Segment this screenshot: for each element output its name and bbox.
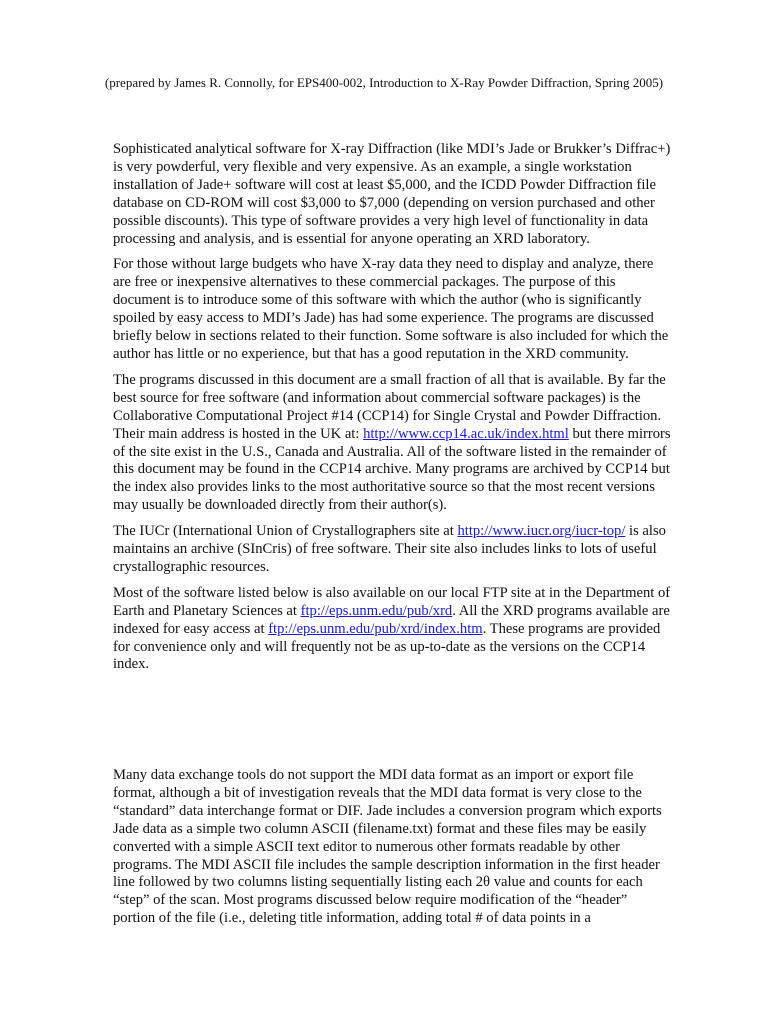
- iucr-link[interactable]: http://www.iucr.org/iucr-top/: [457, 523, 626, 540]
- paragraph-5-text-a: Most of the software listed below is also available on our local FTP site at in the Department of Earth and Planetary Sciences at: [113, 584, 671, 619]
- paragraph-5-text-c: . These programs are provided for convenience only and will frequently not be as up-to-date as the versions on the CCP14 index.: [113, 620, 661, 673]
- paragraph-4: [113, 523, 673, 577]
- paragraph-4-text-a: The IUCr (International Union of Crystallographers site at: [113, 523, 458, 540]
- paragraph-2: For those without large budgets who have X-ray data they need to display and analyze, there are free or inexpensive alternatives to these commercial packages. The purpose of this document is to introduce some of this software with which the author (who is significantly spoiled by easy access to MDI’s Jade) has had some experience. The programs are discussed briefly below in sections related to their function. Some software is also included for which the author has little or no experience, but that has a good reputation in the XRD community.: [113, 256, 669, 362]
- paragraph-3-text-a: The programs discussed in this document are a small fraction of all that is available. By far the best source for free software (and information about commercial software packages) is the Collaborative Computational Project #14 (CCP14) for Single Crystal and Powder Diffraction. Their main address is hosted in the UK at:: [113, 371, 666, 442]
- paragraph-6: Many data exchange tools do not support the MDI data format as an import or export file format, although a bit of investigation reveals that the MDI data format is very close to the “standard” data interchange format or DIF. Jade includes a conversion program which exports Jade data as a simple two column ASCII (filename.txt) format and these files may be easily converted with a simple ASCII text editor to numerous other formats readable by other programs. The MDI ASCII file includes the sample description information in the first header line followed by two columns listing sequentially listing each 2θ value and counts for each “step” of the scan. Most programs discussed below require modification of the “header” portion of the file (i.e., deleting title information, adding total # of data points in a: [113, 767, 662, 927]
- ccp14-link[interactable]: http://www.ccp14.ac.uk/index.html: [363, 425, 569, 442]
- paragraph-5: [113, 585, 673, 675]
- paragraph-5-text-b: . All the XRD programs available are indexed for easy access at: [113, 602, 670, 637]
- intro-section: [113, 141, 673, 682]
- ftp-xrd-link[interactable]: ftp://eps.unm.edu/pub/xrd: [300, 602, 453, 619]
- paragraph-4-text-b: is also maintains an archive (SInCris) of free software. Their site also includes links to lots of useful crystallographic resources.: [113, 523, 666, 575]
- paragraph-3: [113, 372, 673, 515]
- paragraph-3-text-b: but there mirrors of the site exist in the U.S., Canada and Australia. All of the software listed in the remainder of this document may be found in the CCP14 archive. Many programs are archived by CCP14 but the index also provides links to the most authoritative source so that the most recent versions may usually be downloaded directly from their author(s).: [113, 425, 671, 514]
- header-note: (prepared by James R. Connolly, for EPS400-002, Introduction to X-Ray Powder Diffraction, Spring 2005): [104, 75, 664, 90]
- ftp-index-link[interactable]: ftp://eps.unm.edu/pub/xrd/index.htm: [268, 620, 483, 637]
- data-format-section: [113, 767, 673, 936]
- paragraph-1: Sophisticated analytical software for X-ray Diffraction (like MDI’s Jade or Brukker’s Diffrac+) is very powderful, very flexible and very expensive. As an example, a single workstation installation of Jade+ software will cost at least $5,000, and the ICDD Powder Diffraction file database on CD-ROM will cost $3,000 to $7,000 (depending on version purchased and other possible discounts). This type of software provides a very high level of functionality in data processing and analysis, and is essential for anyone operating an XRD laboratory.: [113, 141, 671, 247]
